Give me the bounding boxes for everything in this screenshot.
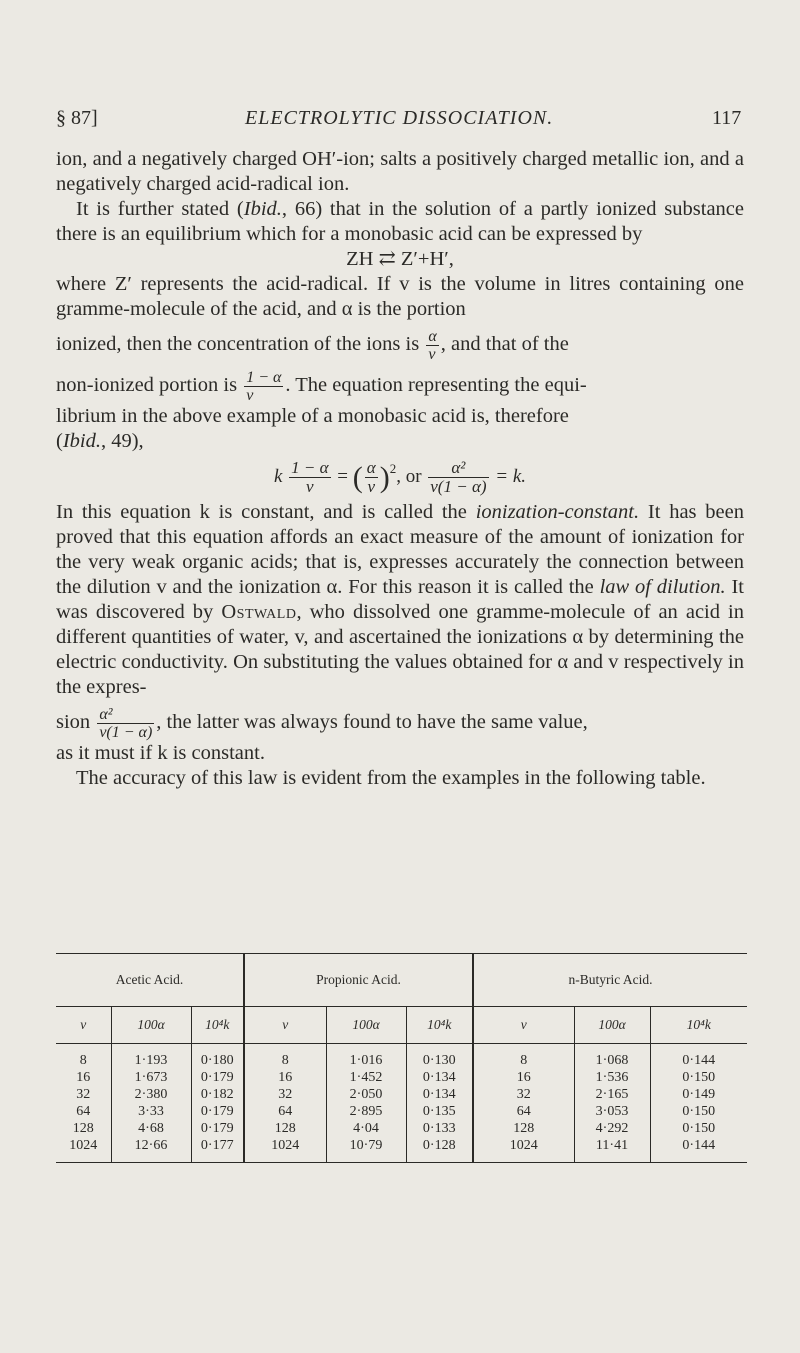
- table-cell: 0·177: [191, 1137, 244, 1163]
- paragraph-6: librium in the above example of a monobasic acid is, therefore: [56, 405, 569, 427]
- table-body: [56, 1044, 747, 1163]
- column-header: v: [56, 1007, 111, 1044]
- column-header: v: [473, 1007, 574, 1044]
- paragraph-5: non-ionized portion is $\frac{1 - \alpha}{v}$ . The equation representing the equi-: [56, 369, 587, 404]
- running-title: ELECTROLYTIC DISSOCIATION.: [245, 107, 554, 129]
- table-row: [56, 1044, 747, 1070]
- table-cell: 8: [244, 1044, 326, 1070]
- page-number: 117: [712, 107, 742, 129]
- column-header: 100α: [326, 1007, 406, 1044]
- table-cell: 3·053: [574, 1103, 650, 1120]
- table-cell: 0·135: [406, 1103, 473, 1120]
- table-cell: 0·150: [650, 1069, 747, 1086]
- table-cell: 128: [473, 1120, 574, 1137]
- table-cell: 0·179: [191, 1069, 244, 1086]
- table-cell: 128: [72, 1121, 94, 1136]
- table-cell: 16: [76, 1070, 91, 1085]
- table-cell: 0·180: [191, 1044, 244, 1070]
- table-cell: 8: [79, 1053, 87, 1068]
- table-cell: 0·182: [191, 1086, 244, 1103]
- table-cell: 4·292: [574, 1120, 650, 1137]
- table-cell: 8: [473, 1044, 574, 1070]
- table-cell: 3·33: [111, 1103, 191, 1120]
- table-cell: 2·050: [326, 1086, 406, 1103]
- table-row: [56, 1120, 747, 1137]
- column-header: 100α: [111, 1007, 191, 1044]
- table-cell: 16: [244, 1069, 326, 1086]
- group-header-butyric: n-Butyric Acid.: [473, 954, 747, 1007]
- paragraph-9: sion $\frac{\text{α²}}{v(1 - \alpha)}$ , the latter was always found to have the same value,: [56, 706, 588, 742]
- table-cell: 0·150: [650, 1120, 747, 1137]
- paragraph-2: It is further stated (Ibid., 66) that in the solution of a partly ionized substance there is an equilibrium which for a monobasic acid can be expressed by: [56, 198, 744, 245]
- table-cell: 32: [244, 1086, 326, 1103]
- table-cell: 128: [244, 1120, 326, 1137]
- table-cell: 1·016: [326, 1044, 406, 1070]
- column-header: 10⁴k: [191, 1007, 244, 1044]
- paragraph-4: ionized, then the concentration of the ions is $\frac{\alpha}{v}$ , and that of the: [56, 328, 569, 363]
- body-text: [56, 147, 744, 791]
- table-row: [56, 1103, 747, 1120]
- table-cell: 1·193: [111, 1044, 191, 1070]
- table-cell: 4·68: [111, 1120, 191, 1137]
- section-number: § 87]: [56, 107, 98, 129]
- table-row: [56, 1086, 747, 1103]
- table-row: [56, 1069, 747, 1086]
- table-cell: 0·134: [406, 1086, 473, 1103]
- table-cell: 1024: [56, 1137, 111, 1163]
- table-cell: 16: [473, 1069, 574, 1086]
- table-cell: 64: [76, 1104, 91, 1119]
- fraction-one-minus-alpha-over-v: $\frac{1 - \alpha}{v}$: [246, 369, 282, 404]
- column-header: v: [244, 1007, 326, 1044]
- table-cell: 1024: [244, 1137, 326, 1163]
- table-cell: 0·179: [191, 1120, 244, 1137]
- equation-dilution-law: k $\frac{1 - \alpha}{v}$ = ( $\frac{\alpha}{v}$ )$^2$, or $\frac{\text{α²}}{v(1 - \alpha)}$ = k.: [273, 458, 527, 497]
- table-cell: 0·179: [191, 1103, 244, 1120]
- table-cell: 0·150: [650, 1103, 747, 1120]
- paragraph-3: where Z′ represents the acid-radical. If v is the volume in litres containing one gramme-molecule of the acid, and α is the portion: [56, 273, 744, 320]
- table-cell: 32: [473, 1086, 574, 1103]
- column-header: 100α: [574, 1007, 650, 1044]
- table-cell: 0·130: [406, 1044, 473, 1070]
- table-cell: 1·536: [574, 1069, 650, 1086]
- group-header-propionic: Propionic Acid.: [244, 954, 473, 1007]
- table-cell: 0·144: [650, 1044, 747, 1070]
- running-header: [0, 107, 800, 137]
- column-header: 10⁴k: [650, 1007, 747, 1044]
- table-cell: 0·128: [406, 1137, 473, 1163]
- column-header: 10⁴k: [406, 1007, 473, 1044]
- table-cell: 1·452: [326, 1069, 406, 1086]
- table-cell: 64: [244, 1103, 326, 1120]
- table-cell: 2·895: [326, 1103, 406, 1120]
- table-cell: 12·66: [111, 1137, 191, 1163]
- table-cell: 1024: [473, 1137, 574, 1163]
- paragraph-7: (Ibid., 49),: [56, 430, 144, 452]
- table-row: [56, 1137, 747, 1163]
- table-cell: 1·673: [111, 1069, 191, 1086]
- table-cell: 32: [76, 1087, 91, 1102]
- paragraph-1: ion, and a negatively charged OH′-ion; salts a positively charged metallic ion, and a negatively charged acid-radical ion.: [56, 148, 744, 195]
- table-cell: 11·41: [574, 1137, 650, 1163]
- table-cell: 2·165: [574, 1086, 650, 1103]
- table-cell: 10·79: [326, 1137, 406, 1163]
- table-cell: 0·144: [650, 1137, 747, 1163]
- equation-equilibrium: ZH ⇄ Z′+H′,: [346, 248, 454, 270]
- table-cell: 2·380: [111, 1086, 191, 1103]
- group-header-acetic: Acetic Acid.: [56, 954, 244, 1007]
- table-cell: 4·04: [326, 1120, 406, 1137]
- table-cell: 1·068: [574, 1044, 650, 1070]
- fraction-alpha-over-v: $\frac{\alpha}{v}$: [428, 328, 437, 363]
- paragraph-10: as it must if k is constant.: [56, 742, 265, 765]
- table-cell: 64: [473, 1103, 574, 1120]
- table-cell: 0·134: [406, 1069, 473, 1086]
- paragraph-11: The accuracy of this law is evident from the examples in the following table.: [76, 767, 706, 790]
- table-cell: 0·133: [406, 1120, 473, 1137]
- fraction-alpha2-over-v1ma: $\frac{\text{α²}}{v(1 - \alpha)}$: [99, 706, 153, 742]
- dilution-table: [56, 953, 747, 1163]
- paragraph-8: In this equation k is constant, and is called the ionization-constant. It has been proved that this equation affords an exact measure of the amount of ionization for the very weak organic acids; that is, expresses accurately the connection between the dilution v and the ionization α. For this reason it is called the law of dilution. It was discovered by Ostwald, who dissolved one gramme-molecule of an acid in different quantities of water, v, and ascertained the ionizations α by determining the electric conductivity. On substituting the values obtained for α and v respectively in the expres-: [56, 501, 745, 699]
- table-cell: 0·149: [650, 1086, 747, 1103]
